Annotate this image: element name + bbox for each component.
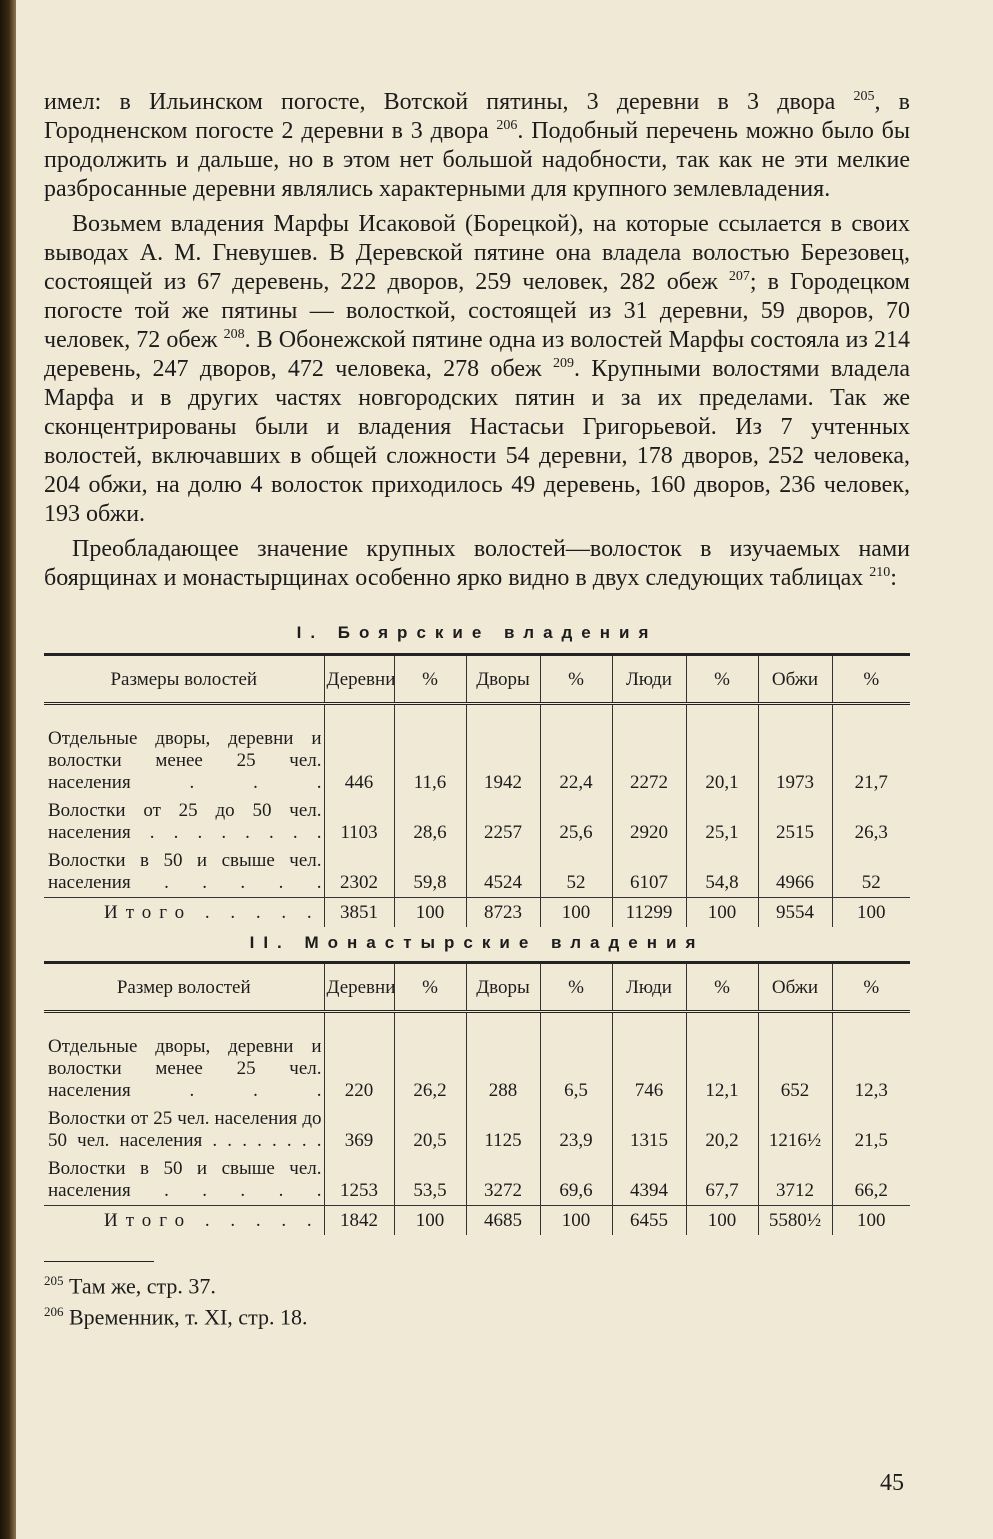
spacer-cell: [686, 704, 758, 726]
table-cell: 26,2: [394, 1033, 466, 1105]
table-cell: 67,7: [686, 1155, 758, 1206]
total-cell: 100: [686, 1206, 758, 1236]
footnote-ref: 205: [853, 89, 875, 104]
spacer-cell: [832, 1012, 910, 1034]
total-cell: 100: [394, 1206, 466, 1236]
table-header-row: [44, 655, 910, 704]
table-cell: 4524: [466, 847, 540, 898]
spacer-cell: [466, 704, 540, 726]
table-monastery-holdings: [44, 961, 910, 1235]
total-cell: 100: [832, 898, 910, 928]
table-cell: 22,4: [540, 725, 612, 797]
table-cell: 1216½: [758, 1105, 832, 1155]
table-cell: 1942: [466, 725, 540, 797]
table-cell: 2920: [612, 797, 686, 847]
total-cell: 11299: [612, 898, 686, 928]
table-cell: 66,2: [832, 1155, 910, 1206]
total-cell: 1842: [324, 1206, 394, 1236]
column-header: Дворы: [466, 655, 540, 704]
column-header: Деревни: [324, 963, 394, 1012]
table-cell: 20,1: [686, 725, 758, 797]
total-cell: 100: [832, 1206, 910, 1236]
table-cell: 69,6: [540, 1155, 612, 1206]
column-header: Размер волостей: [44, 963, 324, 1012]
total-cell: 6455: [612, 1206, 686, 1236]
column-header: Размеры волостей: [44, 655, 324, 704]
column-header: %: [394, 655, 466, 704]
spacer-cell: [758, 704, 832, 726]
table-cell: 59,8: [394, 847, 466, 898]
book-spine-shadow: [0, 0, 16, 1539]
table-cell: 288: [466, 1033, 540, 1105]
total-cell: 8723: [466, 898, 540, 928]
table-cell: 2257: [466, 797, 540, 847]
footnote-ref: 209: [552, 356, 574, 371]
footnote-ref: 206: [496, 118, 518, 133]
total-label: Итого . . . . .: [44, 898, 324, 928]
table-row: [44, 1033, 910, 1105]
paragraph-3: Преобладающее значение крупных волостей—волосток в изучаемых нами боярщинах и монастырщинах особенно ярко видно в двух следующих таблицах $^{210}$:: [44, 536, 910, 591]
table-cell: 3272: [466, 1155, 540, 1206]
spacer-cell: [394, 704, 466, 726]
table-cell: 21,7: [832, 725, 910, 797]
table-row: [44, 725, 910, 797]
paragraph-1: имел: в Ильинском погосте, Вотской пятины, 3 деревни в 3 двора $^{205}$, в Городненском погосте 2 деревни в 3 двора $^{206}$. Подобный перечень можно было бы продолжить и дальше, но в этом нет большой надобности, так как не эти мелкие разбросанные деревни являлись характерными для крупного землевладения.: [44, 89, 910, 202]
spacer-cell: [832, 704, 910, 726]
table-header-row: [44, 963, 910, 1012]
row-label: Отдельные дворы, деревни и волостки менее 25 чел. населения . . .: [48, 1036, 322, 1101]
table-cell: 1315: [612, 1105, 686, 1155]
column-header: %: [394, 963, 466, 1012]
table-cell: 52: [832, 847, 910, 898]
spacer-cell: [394, 1012, 466, 1034]
table-row: [44, 1105, 910, 1155]
page-body: [44, 88, 910, 1331]
total-cell: 3851: [324, 898, 394, 928]
table-cell: 12,1: [686, 1033, 758, 1105]
table-cell: 53,5: [394, 1155, 466, 1206]
table-cell: 20,2: [686, 1105, 758, 1155]
column-header: %: [686, 655, 758, 704]
total-cell: 100: [686, 898, 758, 928]
table-row: [44, 797, 910, 847]
footnote-ref: 207: [728, 269, 750, 284]
spacer-cell: [540, 1012, 612, 1034]
spacer-cell: [324, 1012, 394, 1034]
table-cell: 21,5: [832, 1105, 910, 1155]
table-cell: 4394: [612, 1155, 686, 1206]
table-cell: 220: [324, 1033, 394, 1105]
table-cell: 6107: [612, 847, 686, 898]
table-cell: 26,3: [832, 797, 910, 847]
table-cell: 2272: [612, 725, 686, 797]
table-cell: 1253: [324, 1155, 394, 1206]
table-cell: 1103: [324, 797, 394, 847]
spacer-cell: [44, 704, 324, 726]
table-row: [44, 847, 910, 898]
paragraph-2: Возьмем владения Марфы Исаковой (Борецкой), на которые ссылается в своих выводах А. М. Гневушев. В Деревской пятине она владела волостью Березовец, состоящей из 67 деревень, 222 дворов, 259 человек, 282 обеж $^{207}$; в Городецком погосте той же пятины — волосткой, состоящей из 31 деревни, 59 дворов, 70 человек, 72 обеж $^{208}$. В Обонежской пятине одна из волостей Марфы состояла из 214 деревень, 247 дворов, 472 человека, 278 обеж $^{209}$. Крупными волостями владела Марфа и в других частях новгородских пятин и за их пределами. Так же сконцентрированы были и владения Настасьи Григорьевой. Из 7 учтенных волостей, включавших в общей сложности 54 деревни, 178 дворов, 252 человека, 204 обжи, на долю 4 волосток приходилось 49 деревень, 160 дворов, 236 человек, 193 обжи.: [44, 211, 910, 527]
column-header: %: [832, 655, 910, 704]
column-header: %: [540, 963, 612, 1012]
row-label: Волостки от 25 до 50 чел. населения . . . . . . . .: [48, 800, 322, 843]
total-cell: 9554: [758, 898, 832, 928]
table-cell: 11,6: [394, 725, 466, 797]
spacer-cell: [540, 704, 612, 726]
table-cell: 6,5: [540, 1033, 612, 1105]
column-header: Люди: [612, 655, 686, 704]
column-header: %: [832, 963, 910, 1012]
table-cell: 2515: [758, 797, 832, 847]
row-label: Волостки в 50 и свыше чел. населения . . . . .: [48, 850, 322, 893]
spacer-cell: [758, 1012, 832, 1034]
total-cell: 100: [540, 1206, 612, 1236]
table-cell: 20,5: [394, 1105, 466, 1155]
row-label: Отдельные дворы, деревни и волостки менее 25 чел. населения . . .: [48, 728, 322, 793]
table-total-row: [44, 1206, 910, 1236]
table-cell: 1125: [466, 1105, 540, 1155]
row-label: Волостки в 50 и свыше чел. населения . . . . .: [48, 1158, 322, 1201]
table-cell: 746: [612, 1033, 686, 1105]
column-header: Обжи: [758, 963, 832, 1012]
spacer-row: [44, 1012, 910, 1034]
total-label: Итого . . . . .: [44, 1206, 324, 1236]
table-total-row: [44, 898, 910, 928]
spacer-cell: [612, 704, 686, 726]
table-cell: 54,8: [686, 847, 758, 898]
column-header: Деревни: [324, 655, 394, 704]
table-boyar-holdings: [44, 653, 910, 927]
total-cell: 100: [394, 898, 466, 928]
table-cell: 446: [324, 725, 394, 797]
table1-caption: I. Боярские владения: [296, 623, 658, 642]
spacer-cell: [44, 1012, 324, 1034]
table-cell: 369: [324, 1105, 394, 1155]
table-cell: 23,9: [540, 1105, 612, 1155]
table-cell: 25,1: [686, 797, 758, 847]
spacer-cell: [324, 704, 394, 726]
column-header: %: [686, 963, 758, 1012]
column-header: Обжи: [758, 655, 832, 704]
row-label: Волостки от 25 чел. населения до 50 чел. населения . . . . . . . .: [48, 1108, 322, 1151]
total-cell: 4685: [466, 1206, 540, 1236]
total-cell: 5580½: [758, 1206, 832, 1236]
spacer-row: [44, 704, 910, 726]
spacer-cell: [686, 1012, 758, 1034]
column-header: %: [540, 655, 612, 704]
footnote-205: $^{205}$ Там же, стр. 37.: [44, 1273, 216, 1299]
table-cell: 652: [758, 1033, 832, 1105]
table-cell: 1973: [758, 725, 832, 797]
footnote-rule: [44, 1261, 154, 1262]
column-header: Дворы: [466, 963, 540, 1012]
table-cell: 12,3: [832, 1033, 910, 1105]
table2-caption: II. Монастырские владения: [249, 933, 705, 952]
spacer-cell: [466, 1012, 540, 1034]
footnote-206: $^{206}$ Временник, т. XI, стр. 18.: [44, 1304, 308, 1330]
spacer-cell: [612, 1012, 686, 1034]
footnote-ref: 208: [223, 327, 245, 342]
table-row: [44, 1155, 910, 1206]
table-cell: 52: [540, 847, 612, 898]
table-cell: 4966: [758, 847, 832, 898]
table-cell: 25,6: [540, 797, 612, 847]
page-number: 45: [880, 1470, 904, 1496]
table-cell: 3712: [758, 1155, 832, 1206]
total-cell: 100: [540, 898, 612, 928]
table-cell: 2302: [324, 847, 394, 898]
column-header: Люди: [612, 963, 686, 1012]
footnote-ref: 210: [869, 565, 891, 580]
table-cell: 28,6: [394, 797, 466, 847]
